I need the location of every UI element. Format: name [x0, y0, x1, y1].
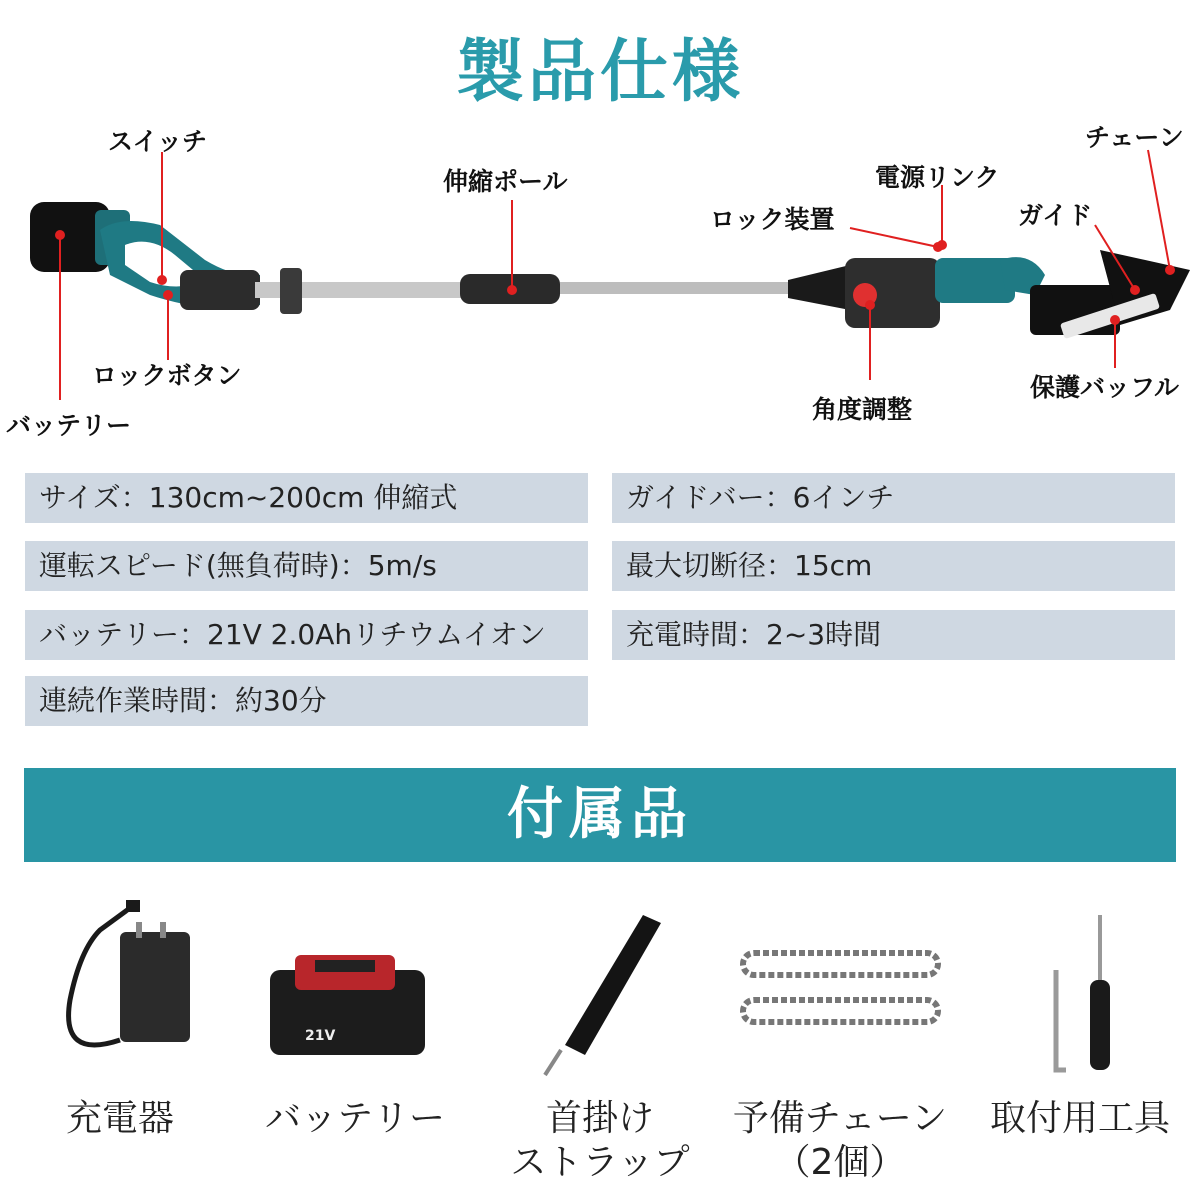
- battery-badge: 21V: [305, 1028, 336, 1044]
- spec-size: サイズ：130cm~200cm 伸縮式: [25, 473, 588, 523]
- callout-chain: チェーン: [1085, 123, 1184, 152]
- page-title: 製品仕様: [455, 33, 744, 112]
- charger-image: [40, 890, 210, 1090]
- saw-head-illustration: [788, 250, 1190, 339]
- callout-battery: バッテリー: [6, 411, 132, 440]
- accessories-heading: 付属品: [507, 782, 693, 847]
- accessory-chain-label-2: （2個）: [774, 1142, 906, 1183]
- battery-pack-image: [265, 950, 430, 1060]
- spec-battery: バッテリー：21V 2.0Ahリチウムイオン: [25, 610, 588, 660]
- accessory-tool-label: 取付用工具: [989, 1098, 1170, 1139]
- callout-power-link: 電源リンク: [875, 163, 1000, 192]
- accessory-chain: [720, 1097, 960, 1185]
- spec-max-cut: 最大切断径：15cm: [612, 541, 1175, 591]
- accessory-tool: [975, 1097, 1185, 1141]
- accessories-banner: [24, 768, 1176, 862]
- callout-lock-button: ロックボタン: [92, 361, 242, 390]
- tool-image: [1040, 910, 1130, 1075]
- strap-image: [525, 905, 675, 1080]
- accessory-charger-label: 充電器: [65, 1098, 174, 1139]
- accessory-strap-label-1: 首掛け: [545, 1098, 654, 1139]
- product-diagram: [0, 110, 1200, 450]
- accessory-battery: [250, 1097, 460, 1141]
- spec-charge-time: 充電時間：2~3時間: [612, 610, 1175, 660]
- accessory-strap: [490, 1097, 710, 1185]
- spec-runtime: 連続作業時間：約30分: [25, 676, 588, 726]
- pole-illustration: [255, 268, 790, 314]
- spec-guide-bar: ガイドバー：6インチ: [612, 473, 1175, 523]
- spec-speed: 運転スピード(無負荷時)：5m/s: [25, 541, 588, 591]
- callout-lock-device: ロック装置: [710, 205, 835, 234]
- accessory-charger: [20, 1097, 220, 1141]
- spare-chain-image: [738, 948, 943, 1038]
- callout-pole: 伸縮ポール: [443, 167, 568, 196]
- accessory-battery-label: バッテリー: [264, 1098, 445, 1139]
- accessory-chain-label-1: 予備チェーン: [732, 1098, 948, 1139]
- callout-guide: ガイド: [1018, 201, 1093, 230]
- handle-illustration: [100, 221, 260, 310]
- callout-switch: スイッチ: [108, 127, 208, 156]
- callout-angle: 角度調整: [812, 395, 913, 424]
- callout-baffle: 保護バッフル: [1030, 373, 1180, 402]
- accessory-strap-label-2: ストラップ: [510, 1142, 690, 1183]
